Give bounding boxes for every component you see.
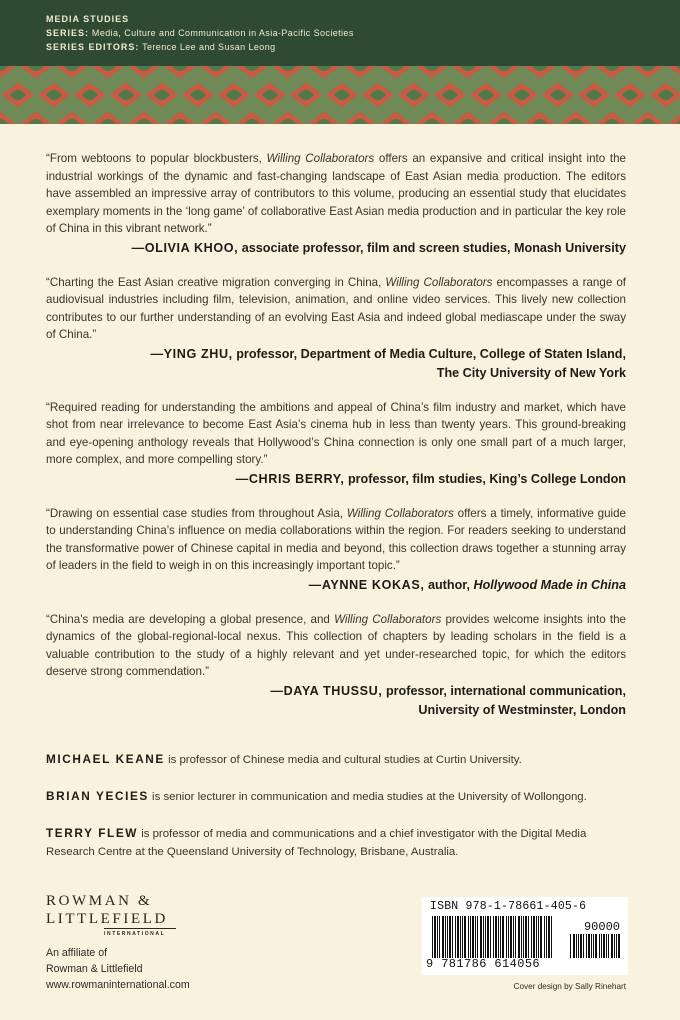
barcode-bar	[437, 916, 438, 958]
publisher-logo	[46, 892, 236, 938]
barcode-bar	[593, 934, 594, 958]
series-key: SERIES:	[46, 28, 90, 38]
barcode-bar	[434, 916, 436, 958]
barcode-bar	[599, 934, 600, 958]
barcode-bar	[470, 916, 471, 958]
barcode-bar	[586, 934, 587, 958]
barcode-bar	[616, 934, 617, 958]
barcode-bar	[490, 916, 491, 958]
isbn-text: ISBN 978-1-78661-405-6	[430, 900, 587, 913]
barcode-bar	[573, 934, 575, 958]
barcode-bar	[485, 916, 486, 958]
barcode-bar	[595, 934, 597, 958]
barcode-bar	[533, 916, 535, 958]
barcode-bar	[583, 934, 584, 958]
series-line-editors	[46, 40, 680, 54]
barcode-bar	[502, 916, 504, 958]
barcode-bar	[544, 916, 545, 958]
barcode-bar	[464, 916, 466, 958]
pattern-graphic	[0, 66, 680, 124]
barcode-bar	[457, 916, 459, 958]
barcode-bar	[606, 934, 607, 958]
barcode-bar	[432, 916, 433, 958]
isbn-barcode	[422, 897, 628, 975]
endorsement-attribution-line2: The City University of New York	[436, 365, 626, 380]
barcode-bar	[548, 916, 550, 958]
endorsement-attribution-line2: University of Westminster, London	[418, 702, 626, 717]
affiliate-name: Rowman & Littlefield	[46, 963, 143, 975]
publisher-info	[46, 945, 190, 993]
barcode-bar	[487, 916, 489, 958]
barcode-bar	[468, 916, 469, 958]
bio-flew: TERRY FLEW is professor of media and communications and a chief investigator with the Digital Media Research Centre at the Queensland University of Technology, Brisbane, Australia.	[46, 826, 587, 858]
endorsement	[46, 150, 626, 257]
endorsement-text: “China’s media are developing a global presence, and Willing Collaborators provides welcome insights into the dynamics of the global-regional-local nexus. This collection of chapters by leading scholars in the field is a valuable contribution to the study of a highly relevant and yet under-researched topic, for which the editors deserve strong commendation.”	[46, 612, 626, 678]
logo-line-littlefield: LITTLEFIELD	[46, 911, 168, 927]
barcode-bar	[449, 916, 451, 958]
endorsement-attribution: —AYNNE KOKAS, author, Hollywood Made in China	[308, 577, 626, 592]
series-line-series	[46, 26, 680, 40]
barcode-bar	[588, 934, 590, 958]
bio-keane: MICHAEL KEANE is professor of Chinese media and cultural studies at Curtin University.	[46, 752, 522, 766]
endorsement	[46, 611, 626, 719]
barcode-bar	[540, 916, 542, 958]
barcode-bar	[506, 916, 507, 958]
barcode-bar	[525, 916, 527, 958]
barcode-bar	[480, 916, 482, 958]
cover-credit: Cover design by Sally Rinehart	[513, 982, 626, 991]
barcode-bar	[447, 916, 448, 958]
barcode-bar	[455, 916, 456, 958]
barcode-bar	[570, 934, 571, 958]
endorsement-attribution: —YING ZHU, professor, Department of Media Culture, College of Staten Island,	[150, 346, 626, 361]
barcode-bar	[578, 934, 579, 958]
barcode-bar	[515, 916, 516, 958]
series-line-media-studies	[46, 12, 680, 26]
barcode-bar	[614, 934, 615, 958]
barcode-bar	[472, 916, 474, 958]
endorsement-attribution: —DAYA THUSSU, professor, international communication,	[270, 683, 626, 698]
barcode-bar	[460, 916, 461, 958]
barcode-bars	[432, 916, 554, 958]
endorsement-attribution: —CHRIS BERRY, professor, film studies, King’s College London	[235, 471, 626, 486]
barcode-bar	[551, 916, 552, 958]
price-code: 90000	[583, 920, 620, 934]
barcode-bar	[442, 916, 444, 958]
endorsement	[46, 274, 626, 382]
barcode-bar	[477, 916, 478, 958]
series-value: Media, Culture and Communication in Asia-Pacific Societies	[91, 28, 354, 38]
barcode-bar	[521, 916, 522, 958]
editors-value: Terence Lee and Susan Leong	[142, 42, 276, 52]
barcode-bar	[576, 934, 577, 958]
barcode-bar	[591, 934, 592, 958]
endorsements	[46, 150, 626, 736]
bio-yecies: BRIAN YECIES is senior lecturer in communication and media studies at the University of Wollongong.	[46, 789, 587, 803]
barcode-bar	[611, 934, 613, 958]
barcode-bar	[439, 916, 440, 958]
affiliate-line: An affiliate of	[46, 947, 108, 959]
barcode-bar	[523, 916, 524, 958]
endorsement	[46, 399, 626, 488]
barcode-bar	[601, 934, 602, 958]
barcode-bar	[498, 916, 499, 958]
barcode-bar	[538, 916, 539, 958]
barcode-bar	[536, 916, 537, 958]
endorsement-text: “Required reading for understanding the ambitions and appeal of China’s film industry and market, which have shot from near irrelevance to become East Asia’s cinema hub in less than twenty years. This ground-breaking and eye-opening anthology reveals that Hollywood’s China connection is only one small part of a much larger, more complex, and more compelling story.”	[46, 400, 626, 466]
barcode-bar	[518, 916, 520, 958]
barcode-bar	[500, 916, 501, 958]
barcode-bar	[493, 916, 494, 958]
barcode-bar	[452, 916, 453, 958]
barcode-bar	[528, 916, 529, 958]
barcode-bar	[445, 916, 446, 958]
barcode-bar	[618, 934, 620, 958]
barcode-bar	[495, 916, 497, 958]
endorsement-text: “From webtoons to popular blockbusters, Willing Collaborators offers an expansive and critical insight into the industrial workings of the dynamic and fast-changing landscape of East Asian media production. The editors have assembled an impressive array of contributors to this volume, producing an essential study that elucidates exemplary moments in the ‘long game’ of collaborative East Asian media production and in particular the key role of China in this vibrant network.”	[46, 152, 626, 235]
editor-bios	[46, 750, 626, 879]
logo-line-rowman: ROWMAN &	[46, 893, 153, 909]
editors-key: SERIES EDITORS:	[46, 42, 140, 52]
barcode-bar	[603, 934, 605, 958]
barcode-digits: 9 781786 614056	[426, 957, 541, 971]
logo-line-international: INTERNATIONAL	[104, 928, 176, 938]
publisher-website: www.rowmaninternational.com	[46, 979, 190, 991]
barcode-bar	[510, 916, 512, 958]
series-label: MEDIA STUDIES	[46, 14, 130, 24]
decorative-pattern-band	[0, 66, 680, 124]
barcode-bar	[483, 916, 484, 958]
series-header	[0, 0, 680, 66]
barcode-bar	[462, 916, 463, 958]
barcode-bar	[546, 916, 547, 958]
barcode-bar	[580, 934, 582, 958]
barcode-bar	[508, 916, 509, 958]
endorsement-attribution: —OLIVIA KHOO, associate professor, film and screen studies, Monash University	[131, 240, 626, 255]
barcode-bar	[513, 916, 514, 958]
endorsement	[46, 505, 626, 594]
endorsement-text: “Drawing on essential case studies from throughout Asia, Willing Collaborators offers a timely, informative guide to understanding China’s influence on media collaborations within the region. For readers seeking to understand the transformative power of Chinese capital in media and beyond, this collection draws together a stunning array of leaders in the field to weigh in on this increasingly important topic.”	[46, 506, 627, 572]
barcode-bar	[608, 934, 609, 958]
endorsement-text: “Charting the East Asian creative migration converging in China, Willing Collaborators encompasses a range of audiovisual industries including film, television, animation, and online video services. This lively new collection contributes to our further understanding of an evolving East Asia and indeed global mediascape under the sway of China.”	[46, 275, 626, 341]
barcode-bar	[531, 916, 532, 958]
barcode-bar	[475, 916, 476, 958]
addon-barcode-bars	[570, 934, 620, 958]
